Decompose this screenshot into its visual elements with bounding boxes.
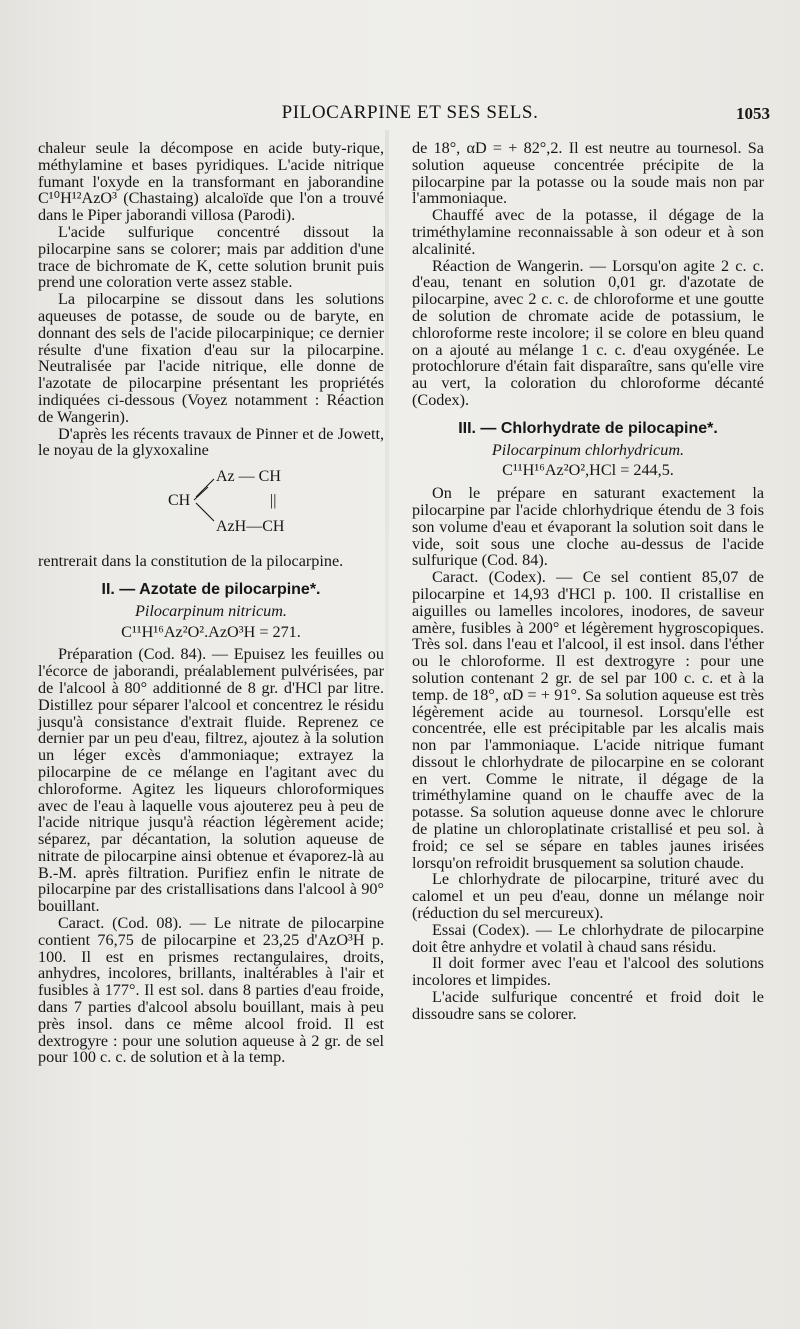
running-title: PILOCARPINE ET SES SELS. [281, 102, 539, 123]
structure-double-bond: || [270, 492, 277, 510]
left-column [38, 140, 384, 1066]
chemical-formula: C¹¹H¹⁶Az²O²,HCl = 244,5. [502, 461, 674, 480]
gutter-shadow [385, 130, 389, 830]
latin-name: Pilocarpinum nitricum. [135, 601, 287, 620]
section-heading: II. — Azotate de pilocarpine*. [101, 580, 321, 598]
paragraph: La pilocarpine se dissout dans les solutions aqueuses de potasse, de soude ou de baryte, en donnant des sels de l'acide pilocarpinique; ce dernier résulte d'une fixation d'eau sur la pilocarpine. Neutralisée par l'acide nitrique, elle donne de l'azotate de pilocarpine présentant les propriétés indiquées ci-dessous (Voyez notamment : Réaction de Wangerin). [38, 290, 384, 426]
right-column [412, 140, 764, 1023]
structure-top-label: Az — CH [216, 468, 281, 486]
section-heading: III. — Chlorhydrate de pilocapine*. [458, 419, 718, 437]
paragraph: Il doit former avec l'eau et l'alcool des solutions incolores et limpides. [412, 954, 764, 990]
paragraph: rentrerait dans la constitution de la pilocarpine. [38, 552, 344, 571]
structure-bonds [38, 463, 384, 547]
paragraph: Chauffé avec de la potasse, il dégage de la triméthylamine reconnaissable à son odeur et à son alcalinité. [412, 206, 764, 258]
paragraph: de 18°, αD = + 82°,2. Il est neutre au tournesol. Sa solution aqueuse concentrée précipite de la pilocarpine par la potasse ou la soude mais non par l'ammoniaque. [412, 139, 764, 208]
latin-name: Pilocarpinum chlorhydricum. [491, 440, 685, 459]
paragraph: Essai (Codex). — Le chlorhydrate de pilocarpine doit être anhydre et volatil à chaud sans résidu. [412, 920, 764, 956]
paragraph: Préparation (Cod. 84). — Epuisez les feuilles ou l'écorce de jaborandi, préalablement pulvérisées, par de l'alcool à 80° additionné de 8 gr. d'HCl par litre. Distillez pour séparer l'alcool et concentrez le résidu jusqu'à consistance d'extrait fluide. Reprenez ce dernier par un peu d'eau, filtrez, ajoutez à la solution un léger excès d'ammoniaque; extrayez la pilocarpine de ce mélange en l'agitant avec du chloroforme. Agitez les liqueurs chloroformiques avec de l'eau à laquelle vous ajouterez peu à peu de l'acide nitrique jusqu'à réaction légèrement acide; séparez, par décantation, la solution aqueuse de nitrate de pilocarpine ainsi obtenue et évaporez-là au B.-M. après filtration. Purifiez enfin le nitrate de pilocarpine par des cristallisations dans l'alcool à 90° bouillant. [38, 645, 384, 916]
structure-bottom-label: AzH—CH [216, 518, 285, 536]
paragraph: L'acide sulfurique concentré dissout la pilocarpine sans se colorer; mais par addition d'une trace de bichromate de K, cette solution brunit puis prend une coloration verte assez stable. [38, 222, 384, 292]
page-header [0, 100, 800, 130]
paragraph: On le prépare en saturant exactement la pilocarpine par l'acide chlorhydrique étendu de 3 fois son volume d'eau et évaporant la solution soit dans le vide, soit sous une cloche au-dessus de l'acide sulfurique (Cod. 84). [412, 484, 764, 570]
paragraph: Caract. (Codex). — Ce sel contient 85,07 de pilocarpine et 14,93 d'HCl p. 100. Il cristallise en aiguilles ou lamelles incolores, inodores, de saveur amère, fusibles à 200° et légèrement hygroscopiques. Très sol. dans l'eau et l'alcool, il est insol. dans l'éther ou le chloroforme. Il est dextrogyre : pour une solution contenant 2 gr. de sel par 100 c. c. et à la temp. de 18°, αD = + 91°. Sa solution aqueuse est très légèrement acide au tournesol. Lorsqu'elle est concentrée, elle est précipitable par les alcalis mais non par l'ammoniaque. L'acide nitrique fumant dissout le chlorhydrate de pilocarpine en se colorant en vert. Comme le nitrate, il dégage de la triméthylamine quand on le chauffe avec de la potasse. Sa solution aqueuse donne avec le chlorure de platine un chloroplatinate cristallisé et peu sol. à froid; ce sel se sépare en tables jaunes irisées lorsqu'on refroidit brusquement sa solution chaude. [412, 568, 764, 872]
chemical-formula: C¹¹H¹⁶Az²O².AzO³H = 271. [121, 622, 301, 641]
paragraph: Réaction de Wangerin. — Lorsqu'on agite 2 c. c. d'eau, tenant en solution 0,01 gr. d'azotate de pilocarpine, avec 2 c. c. de chloroforme et une goutte de solution de chromate acide de potassium, le chloroforme reste incolore; il se colore en bleu quand on a ajouté au mélange 1 c. c. d'eau oxygénée. Le protochlorure d'étain fait disparaître, sans qu'elle vire au vert, la coloration du chloroforme décanté (Codex). [412, 256, 764, 409]
paragraph: D'après les récents travaux de Pinner et de Jowett, le noyau de la glyxoxaline [38, 424, 384, 460]
glyoxaline-structure [38, 463, 384, 547]
structure-left-label: CH [168, 492, 191, 510]
paragraph: L'acide sulfurique concentré et froid doit le dissoudre sans se colorer. [412, 988, 764, 1023]
paragraph: Le chlorhydrate de pilocarpine, trituré avec du calomel et un peu d'eau, donne un mélange noir (réduction du sel mercureux). [412, 870, 764, 923]
page-number: 1053 [736, 104, 770, 123]
paragraph: chaleur seule la décompose en acide buty-rique, méthylamine et bases pyridiques. L'acide nitrique fumant l'oxyde en la transformant en jaborandine C¹⁰H¹²AzO³ (Chastaing) alcaloïde que l'on a trouvé dans le Piper jaborandi villosa (Parodi). [38, 139, 384, 225]
paragraph: Caract. (Cod. 08). — Le nitrate de pilocarpine contient 76,75 de pilocarpine et 23,25 d'AzO³H p. 100. Il est en prismes rectangulaires, droits, anhydres, incolores, brillants, inaltérables à l'air et fusibles à 177°. Il est sol. dans 8 parties d'eau froide, dans 7 parties d'alcool absolu bouillant, mais à peu près insol. dans ce même alcool froid. Il est dextrogyre : pour une solution aqueuse à 2 gr. de sel pour 100 c. c. de solution et à la temp. [38, 914, 384, 1067]
